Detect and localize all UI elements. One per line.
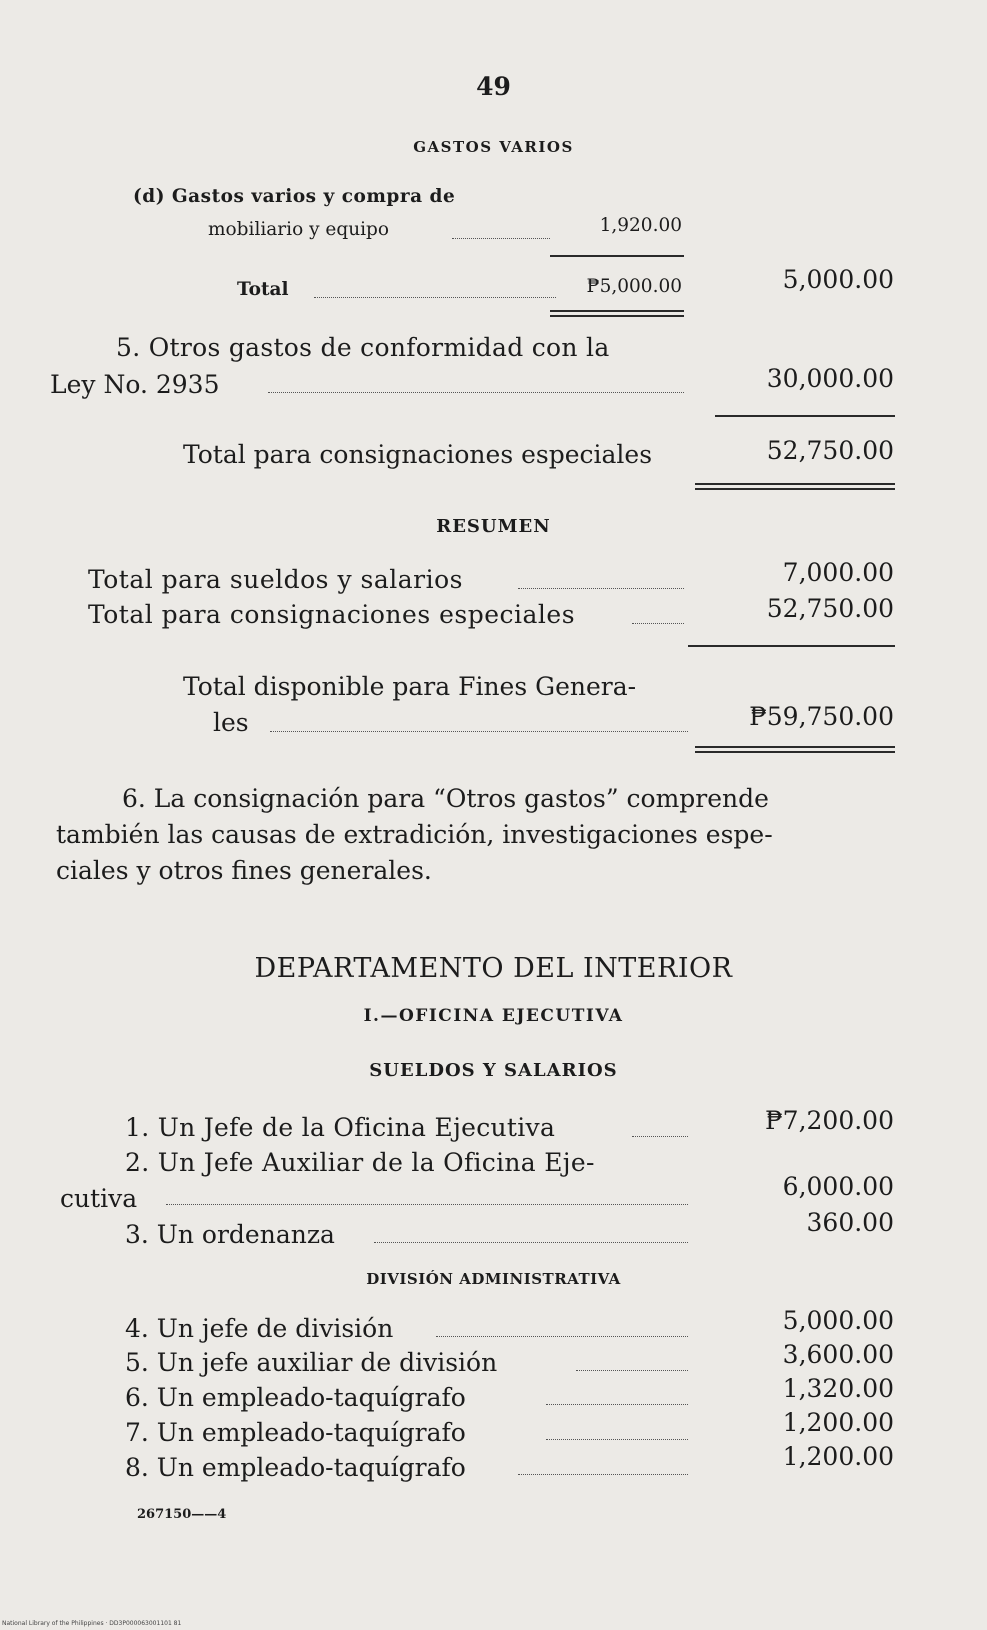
page-number: 49 [476, 72, 511, 101]
item-amount: 360.00 [806, 1208, 894, 1237]
nota-6-line3: ciales y otros fines generales. [56, 856, 432, 885]
leader-dots [314, 297, 556, 298]
item-label: 2. Un Jefe Auxiliar de la Oficina Eje- [125, 1148, 595, 1177]
total-especiales-amount: 52,750.00 [766, 436, 894, 465]
rule [715, 415, 895, 417]
double-rule [695, 483, 895, 490]
item-d-line2: mobiliario y equipo [208, 219, 390, 240]
division-item-amount: 1,200.00 [782, 1408, 894, 1437]
signature-mark: 267150——4 [137, 1507, 227, 1522]
leader-dots [632, 623, 684, 624]
leader-dots [546, 1439, 688, 1440]
oficina-heading: I.—OFICINA EJECUTIVA [363, 1006, 624, 1026]
disponible-amount: ₱59,750.00 [749, 702, 894, 731]
division-item-label: 8. Un empleado-taquígrafo [125, 1453, 466, 1482]
department-title: DEPARTAMENTO DEL INTERIOR [254, 953, 733, 984]
resumen-row-amount: 7,000.00 [782, 558, 894, 587]
sueldos-heading: SUELDOS Y SALARIOS [369, 1060, 618, 1081]
subtotal-rule [550, 255, 684, 257]
item-d-amount: 1,920.00 [599, 215, 682, 236]
division-item-amount: 5,000.00 [782, 1306, 894, 1335]
item-d-line1: (d) Gastos varios y compra de [133, 186, 456, 207]
leader-dots [166, 1204, 688, 1205]
leader-dots [632, 1136, 688, 1137]
division-item-amount: 3,600.00 [782, 1340, 894, 1369]
otros-gastos-line2: Ley No. 2935 [50, 370, 220, 399]
division-item-label: 7. Un empleado-taquígrafo [125, 1418, 466, 1447]
leader-dots [374, 1242, 688, 1243]
leader-dots [436, 1336, 688, 1337]
division-heading: DIVISIÓN ADMINISTRATIVA [366, 1270, 621, 1288]
leader-dots [268, 392, 684, 393]
double-rule [550, 310, 684, 317]
otros-gastos-line1: 5. Otros gastos de conformidad con la [116, 333, 610, 362]
disponible-line1: Total disponible para Fines Genera- [183, 672, 637, 701]
leader-dots [518, 588, 684, 589]
leader-dots [546, 1404, 688, 1405]
leader-dots [576, 1370, 688, 1371]
division-item-label: 4. Un jefe de división [125, 1314, 394, 1343]
resumen-row-label: Total para sueldos y salarios [88, 565, 463, 594]
total-especiales-label: Total para consignaciones especiales [183, 440, 653, 469]
nota-6-line2: también las causas de extradición, investigaciones espe- [56, 820, 773, 849]
section-heading-gastos-varios: GASTOS VARIOS [413, 138, 574, 156]
leader-dots [518, 1474, 688, 1475]
disponible-line2: les [213, 708, 249, 737]
rule [688, 645, 895, 647]
resumen-row-amount: 52,750.00 [766, 594, 894, 623]
item-label: 3. Un ordenanza [125, 1220, 335, 1249]
division-item-label: 5. Un jefe auxiliar de división [125, 1348, 498, 1377]
item-label-continued: cutiva [60, 1184, 138, 1213]
item-amount: ₱7,200.00 [765, 1106, 894, 1135]
gastos-total-label: Total [237, 279, 289, 300]
otros-gastos-amount: 30,000.00 [766, 364, 894, 393]
leader-dots [270, 731, 688, 732]
gastos-total-outer: 5,000.00 [782, 265, 894, 294]
section-heading-resumen: RESUMEN [436, 516, 551, 537]
division-item-label: 6. Un empleado-taquígrafo [125, 1383, 466, 1412]
division-item-amount: 1,200.00 [782, 1442, 894, 1471]
footer-note: National Library of the Philippines · DD3P000063001101 81 [2, 1620, 182, 1627]
nota-6-line1: 6. La consignación para “Otros gastos” comprende [122, 784, 769, 813]
division-item-amount: 1,320.00 [782, 1374, 894, 1403]
item-label: 1. Un Jefe de la Oficina Ejecutiva [125, 1113, 556, 1142]
resumen-row-label: Total para consignaciones especiales [88, 600, 576, 629]
leader-dots [452, 238, 550, 239]
gastos-total-inner: ₱5,000.00 [586, 276, 682, 297]
item-amount: 6,000.00 [782, 1172, 894, 1201]
double-rule [695, 746, 895, 753]
